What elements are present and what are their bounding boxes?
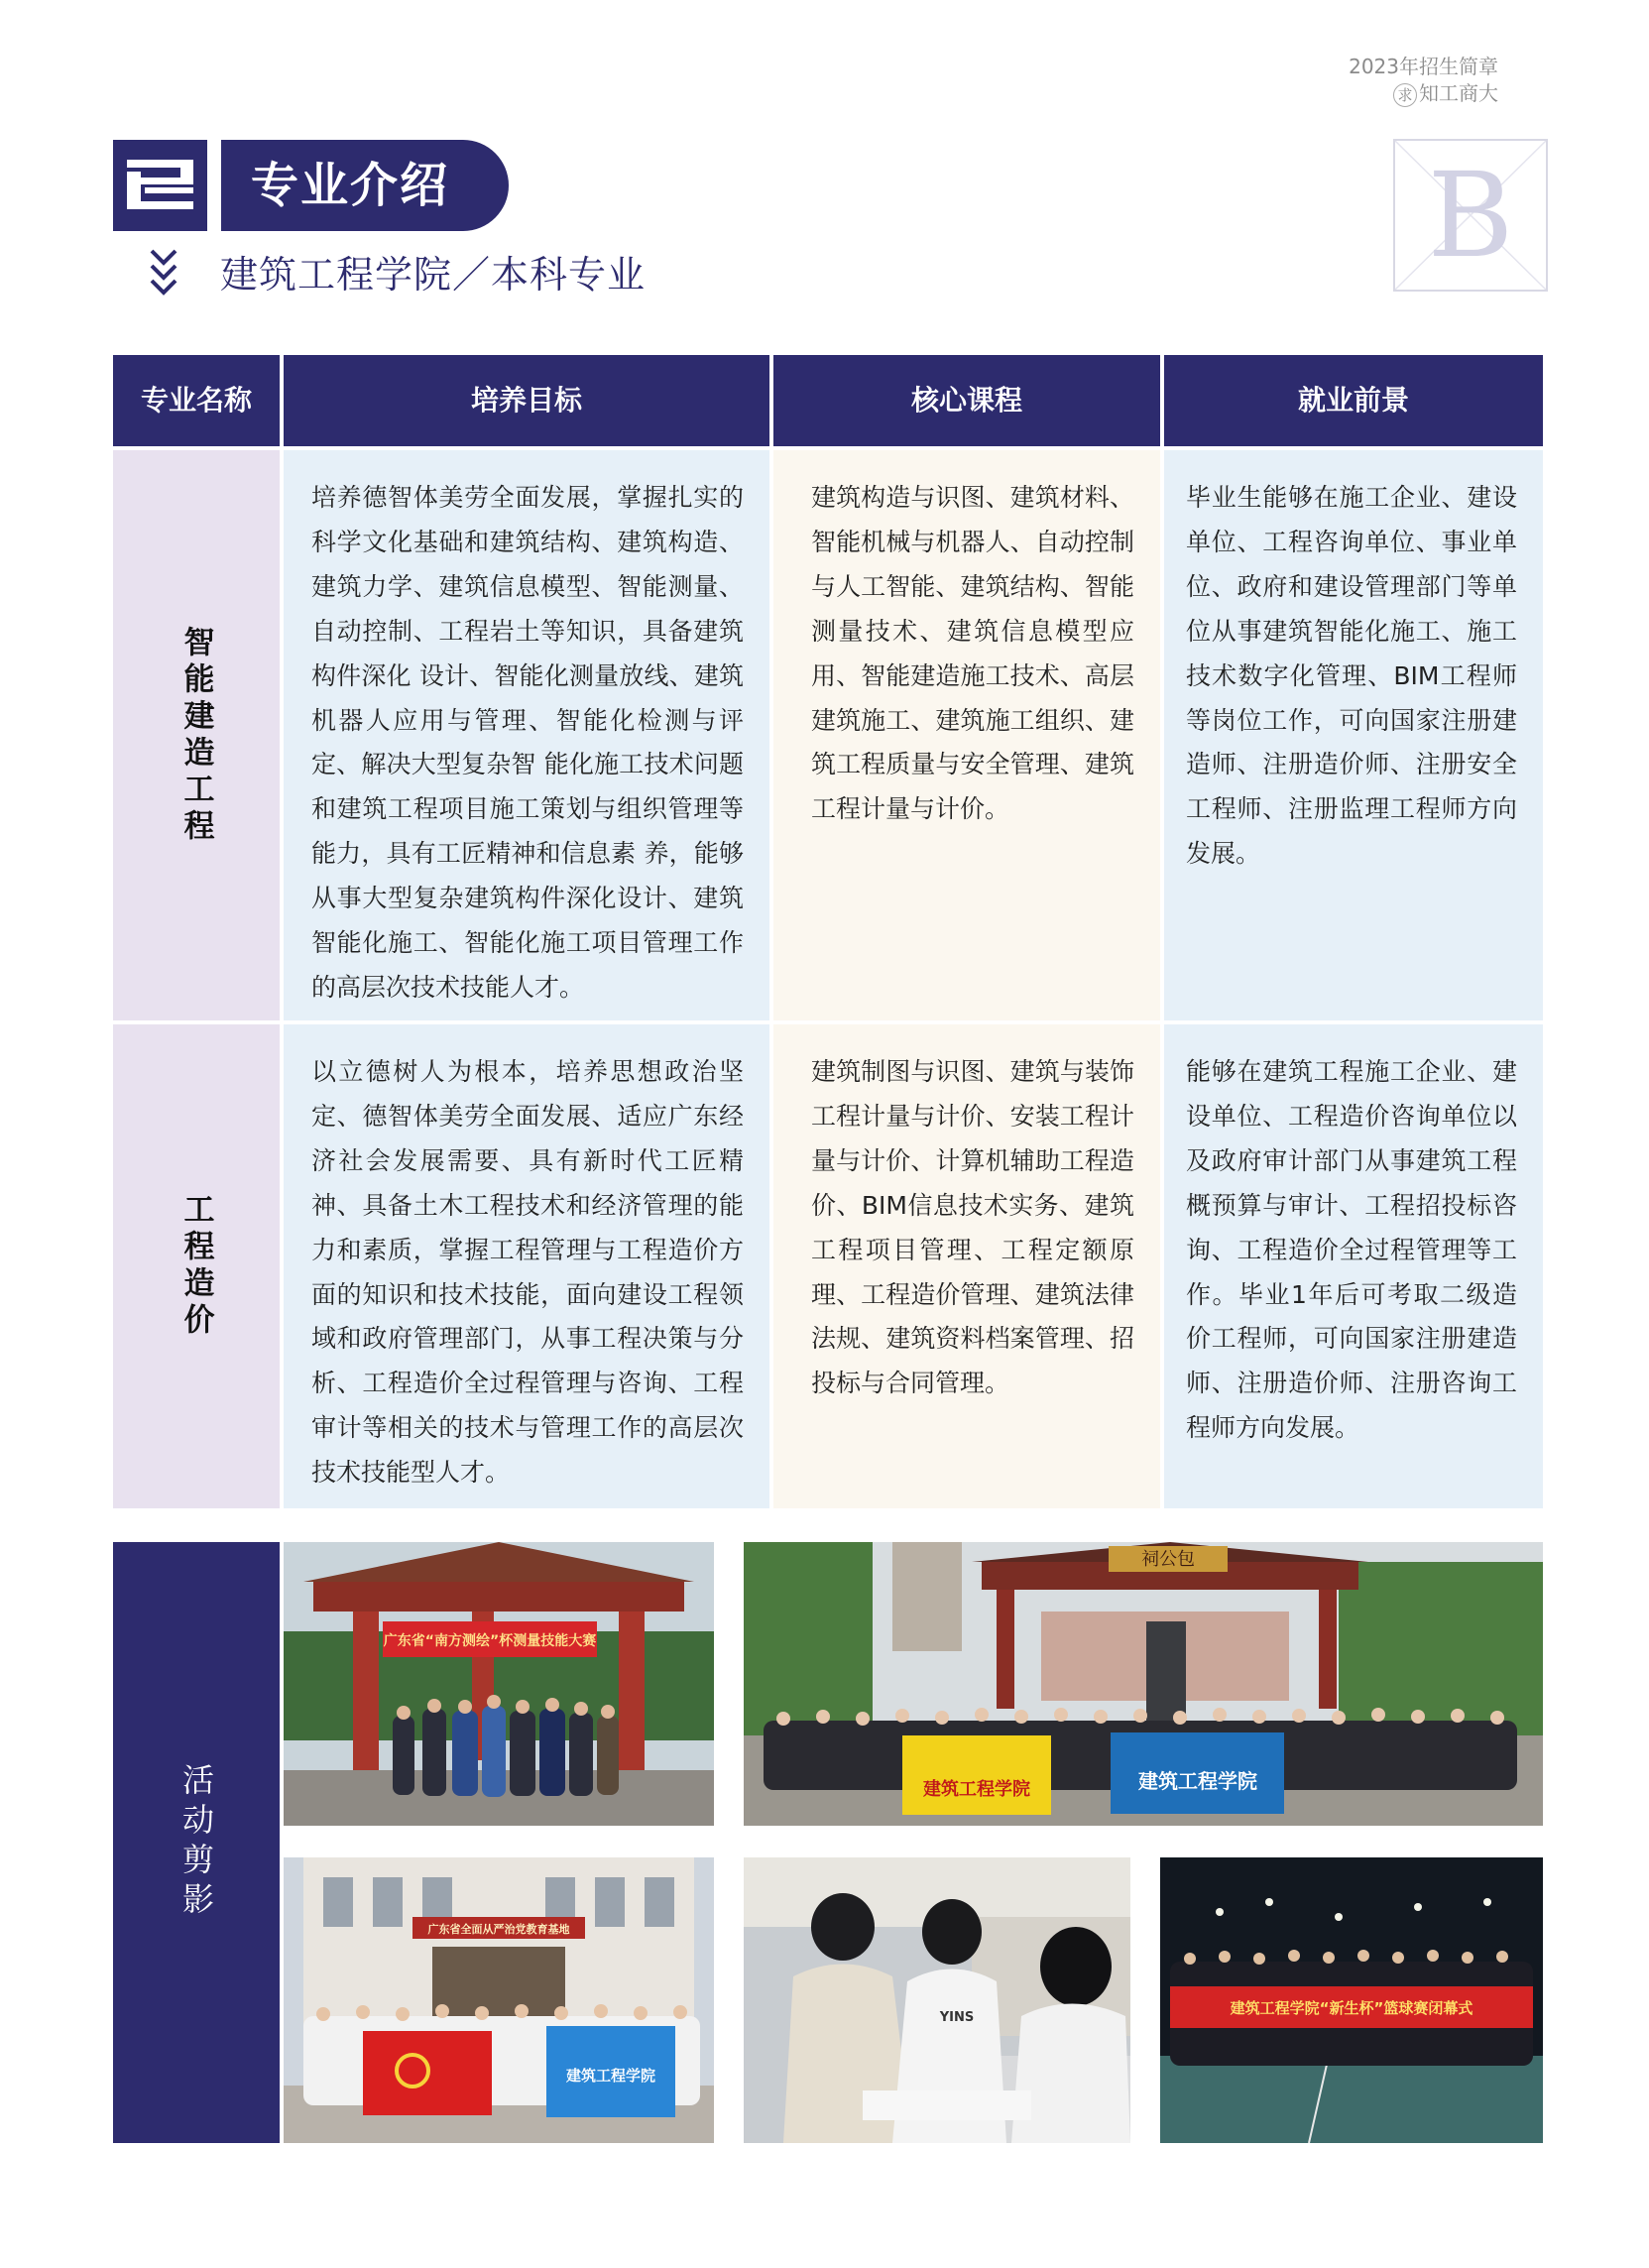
table-row-1-name [113, 450, 280, 1020]
brand-line2 [1349, 80, 1498, 107]
table-header-career: 就业前景 [1164, 355, 1543, 446]
brand-header [1349, 54, 1498, 107]
photo1-banner: 广东省“南方测绘”杯测量技能大赛 [383, 1633, 597, 1649]
photo2-flag-blue: 建筑工程学院 [1138, 1769, 1257, 1793]
brand-circle-char: 求 [1393, 83, 1417, 107]
table-header-courses: 核心课程 [773, 355, 1160, 446]
table-header-name: 专业名称 [113, 355, 280, 446]
activity-photo-pavilion [284, 1542, 714, 1826]
photo5-banner: 建筑工程学院“新生杯”篮球赛闭幕式 [1230, 1999, 1473, 2017]
major-name: 智能建造工程 [177, 625, 214, 846]
chevron-down-icon [149, 248, 178, 299]
table-row-2-goal: 以立德树人为根本，培养思想政治坚定、德智体美劳全面发展、适应广东经济社会发展需要、具有新时代工匠精神、具备土木工程技术和经济管理的能力和素质，掌握工程管理与工程造价方面的知识和技术技能，面向建设工程领域和政府管理部门，从事工程决策与分析、工程造价全过程管理与咨询、工程审计等相关的技术与管理工作的高层次技术技能型人才。 [284, 1024, 769, 1508]
activities-label [113, 1542, 280, 2143]
table-row-1-career: 毕业生能够在施工企业、建设单位、工程咨询单位、事业单位、政府和建设管理部门等单位从事建筑智能化施工、施工技术数字化管理、BIM工程师等岗位工作，可向国家注册建造师、注册造价师、注册安全工程师、注册监理工程师方向发展。 [1164, 450, 1543, 1020]
table-header-goal: 培养目标 [284, 355, 769, 446]
photo2-sign: 祠公包 [1141, 1549, 1195, 1570]
page-title: 专业介绍 [221, 140, 509, 231]
section-logo-icon [113, 140, 207, 231]
photo4-shirt: YINS [939, 2010, 975, 2025]
table-row-1-goal: 培养德智体美劳全面发展，掌握扎实的科学文化基础和建筑结构、建筑构造、建筑力学、建筑信息模型、智能测量、自动控制、工程岩土等知识，具备建筑构件深化 设计、智能化测量放线、建筑机器人应用与管理、智能化检测与评定、解决大型复杂智 能化施工技术问题和建筑工程项目施工策划与组织管理等能力，具有工匠精神和信息素 养，能够从事大型复杂建筑构件深化设计、建筑智能化施工、智能化施工项目管理工作 的高层次技术技能人才。 [284, 450, 769, 1020]
table-row-1-courses: 建筑构造与识图、建筑材料、智能机械与机器人、自动控制与人工智能、建筑结构、智能测量技术、建筑信息模型应用、智能建造施工技术、高层建筑施工、建筑施工组织、建筑工程质量与安全管理、建筑工程计量与计价。 [773, 450, 1160, 1020]
activities-label-text: 活动剪影 [177, 1763, 215, 1922]
photo3-sign: 广东省全面从严治党教育基地 [427, 1923, 570, 1936]
page-subtitle: 建筑工程学院／本科专业 [220, 253, 647, 297]
photo3-flag: 建筑工程学院 [565, 2067, 656, 2085]
section-letter: B [1427, 147, 1514, 284]
activity-photo-study [744, 1857, 1130, 2143]
photo2-flag-yellow: 建筑工程学院 [923, 1779, 1030, 1800]
table-row-2-courses: 建筑制图与识图、建筑与装饰工程计量与计价、安装工程计量与计价、计算机辅助工程造价、BIM信息技术实务、建筑工程项目管理、工程定额原理、工程造价管理、建筑法律法规、建筑资料档案管理、招投标与合同管理。 [773, 1024, 1160, 1508]
activity-photo-basketball [1160, 1857, 1543, 2143]
activity-photo-statue [744, 1542, 1543, 1826]
table-row-2-name [113, 1024, 280, 1508]
table-row-2-career: 能够在建筑工程施工企业、建设单位、工程造价咨询单位以及政府审计部门从事建筑工程概预算与审计、工程招投标咨询、工程造价全过程管理等工作。毕业1年后可考取二级造价工程师，可向国家注册建造师、注册造价师、注册咨询工程师方向发展。 [1164, 1024, 1543, 1508]
activity-photo-building [284, 1857, 714, 2143]
brand-line2-text: 知工商大 [1419, 81, 1498, 105]
major-name: 工程造价 [177, 1193, 214, 1340]
section-letter-box [1393, 139, 1548, 292]
brand-line1: 2023年招生简章 [1349, 55, 1498, 78]
